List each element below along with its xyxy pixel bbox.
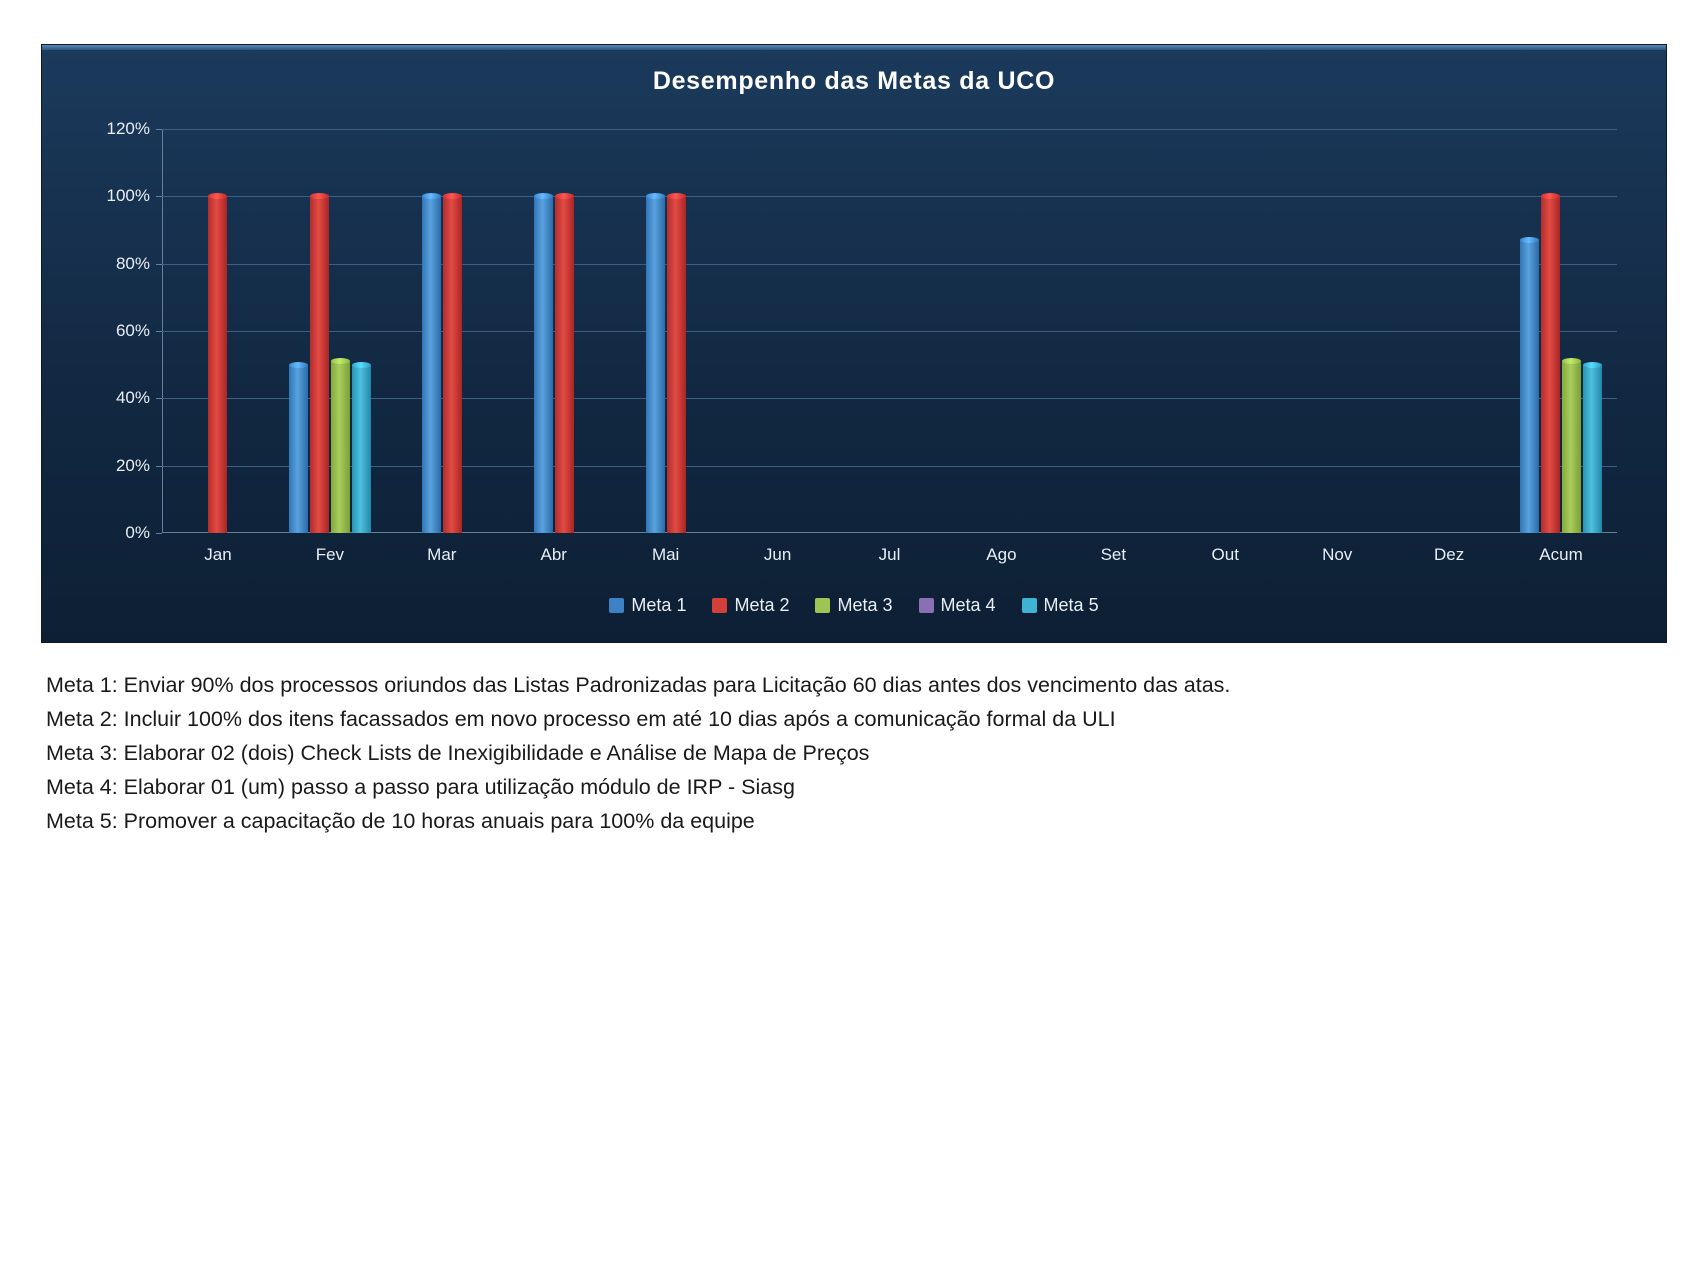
- bar-meta-2-fev: [310, 196, 329, 533]
- bar-group: [274, 129, 386, 533]
- x-axis-label: Mar: [427, 545, 457, 564]
- chart-category-group: [1057, 129, 1169, 564]
- bar-meta-1-abr: [534, 196, 553, 533]
- bar-group: [1505, 129, 1617, 533]
- note-line-5: Meta 5: Promover a capacitação de 10 horas anuais para 100% da equipe: [46, 809, 755, 833]
- chart-category-group: [1505, 129, 1617, 564]
- bar-meta-1-mai: [646, 196, 665, 533]
- x-axis-label: Ago: [986, 545, 1017, 564]
- legend-swatch-icon: [712, 598, 727, 613]
- chart-category-group: [834, 129, 946, 564]
- y-axis-label: 80%: [115, 253, 150, 273]
- x-axis-label: Jan: [204, 545, 232, 564]
- note-line-2: Meta 2: Incluir 100% dos itens facassados em novo processo em até 10 dias após a comunicação formal da ULI: [46, 707, 1116, 731]
- chart-category-group: [945, 129, 1057, 564]
- y-axis-label: 20%: [115, 455, 150, 475]
- legend-item-meta-5[interactable]: [1022, 595, 1099, 616]
- bar-meta-2-jan: [208, 196, 227, 533]
- bar-meta-3-acum: [1562, 361, 1581, 533]
- chart-category-group: [1281, 129, 1393, 564]
- x-axis-label: Mai: [651, 545, 680, 564]
- chart-category-group: [1169, 129, 1281, 564]
- x-axis-label: Fev: [315, 545, 345, 564]
- bar-group: [498, 129, 610, 533]
- bar-meta-2-mar: [443, 196, 462, 533]
- chart-category-group: [498, 129, 610, 564]
- chart-panel: [42, 45, 1666, 642]
- x-axis-label: Set: [1100, 545, 1127, 564]
- legend-label: Meta 4: [940, 595, 996, 615]
- bar-group: [386, 129, 498, 533]
- chart-plot-area: [106, 119, 1617, 564]
- note-line-3: Meta 3: Elaborar 02 (dois) Check Lists de Inexigibilidade e Análise de Mapa de Preços: [46, 741, 870, 765]
- bar-group: [1057, 129, 1169, 533]
- bar-group: [1281, 129, 1393, 533]
- chart-category-group: [162, 129, 274, 564]
- legend-item-meta-3[interactable]: [815, 595, 892, 616]
- y-axis-label: 40%: [115, 388, 150, 408]
- bar-meta-3-fev: [331, 361, 350, 533]
- y-axis-tick: [156, 533, 162, 534]
- bar-meta-5-fev: [352, 365, 371, 533]
- x-axis-label: Nov: [1322, 545, 1353, 564]
- chart-category-group: [274, 129, 386, 564]
- legend-label: Meta 3: [837, 595, 893, 615]
- x-axis-label: Jun: [763, 545, 792, 564]
- bar-group: [162, 129, 274, 533]
- bar-group: [610, 129, 722, 533]
- bar-meta-1-acum: [1520, 240, 1539, 533]
- legend-item-meta-2[interactable]: [712, 595, 789, 616]
- chart-category-group: [610, 129, 722, 564]
- bar-meta-2-abr: [555, 196, 574, 533]
- legend-swatch-icon: [1022, 598, 1037, 613]
- chart-legend: [42, 595, 1666, 616]
- x-axis-label: Acum: [1539, 545, 1583, 564]
- legend-label: Meta 1: [631, 595, 687, 615]
- y-axis-label: 60%: [115, 321, 150, 340]
- legend-label: Meta 5: [1043, 595, 1099, 615]
- x-axis-label: Out: [1211, 545, 1239, 564]
- meta-descriptions: [46, 668, 1646, 838]
- legend-swatch-icon: [919, 598, 934, 613]
- chart-category-group: [1393, 129, 1505, 564]
- legend-item-meta-1[interactable]: [609, 595, 686, 616]
- bar-group: [722, 129, 834, 533]
- y-axis-label: 120%: [106, 119, 150, 138]
- y-axis-label: 100%: [106, 186, 150, 206]
- bar-group: [1169, 129, 1281, 533]
- bar-meta-1-fev: [289, 365, 308, 533]
- bar-group: [1393, 129, 1505, 533]
- bar-meta-2-acum: [1541, 196, 1560, 533]
- chart-title: Desempenho das Metas da UCO: [652, 67, 1056, 95]
- x-axis-label: Dez: [1433, 545, 1465, 564]
- chart-category-group: [722, 129, 834, 564]
- note-line-4: Meta 4: Elaborar 01 (um) passo a passo para utilização módulo de IRP - Siasg: [46, 775, 795, 799]
- bar-group: [945, 129, 1057, 533]
- legend-item-meta-4[interactable]: [919, 595, 996, 616]
- bar-meta-1-mar: [422, 196, 441, 533]
- bar-group: [834, 129, 946, 533]
- bar-meta-2-mai: [667, 196, 686, 533]
- note-line-1: Meta 1: Enviar 90% dos processos oriundos das Listas Padronizadas para Licitação 60 dias antes dos vencimento das atas.: [46, 673, 1231, 697]
- x-axis-label: Jul: [878, 545, 901, 564]
- bar-meta-5-acum: [1583, 365, 1602, 533]
- legend-swatch-icon: [815, 598, 830, 613]
- x-axis-label: Abr: [540, 545, 567, 564]
- legend-swatch-icon: [609, 598, 624, 613]
- chart-category-group: [386, 129, 498, 564]
- legend-label: Meta 2: [734, 595, 790, 615]
- y-axis-label: 0%: [125, 523, 150, 542]
